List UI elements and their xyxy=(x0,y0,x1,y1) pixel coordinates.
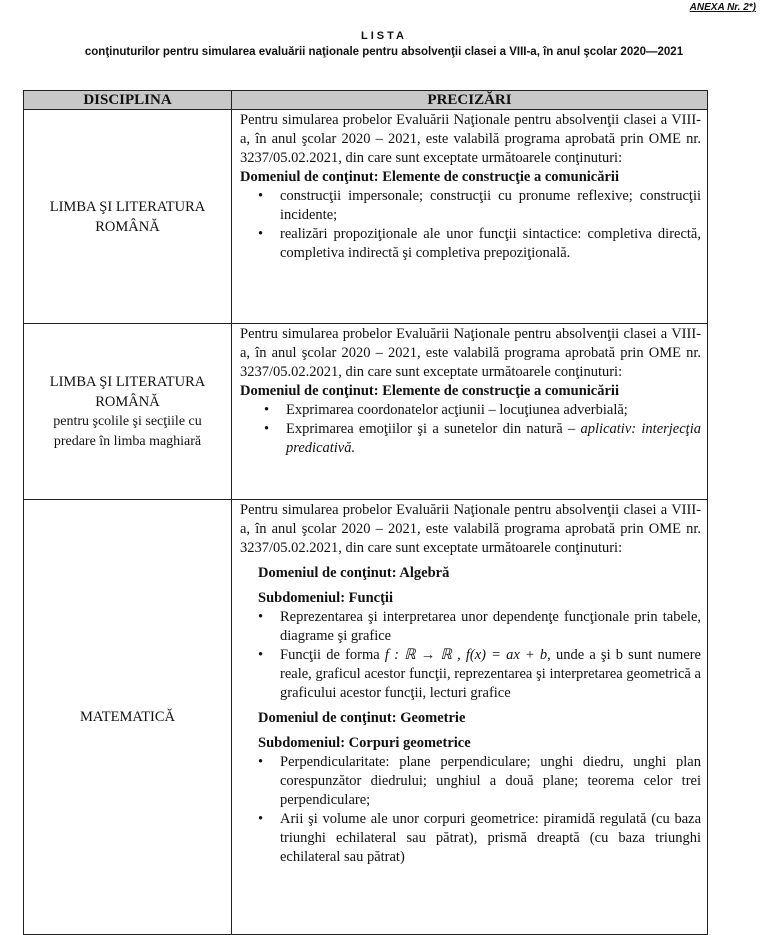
list-item-text: , unde a şi b sunt numere reale, graficul acestor funcţii, reprezentarea şi interpretarea geometrică a graficului acestor funcţii, lecturi grafice xyxy=(280,647,701,701)
page-title: LISTA xyxy=(361,30,407,42)
list-item xyxy=(286,420,701,458)
table-row xyxy=(24,500,708,935)
table-header-row xyxy=(24,91,708,110)
list-item-italic: aplicativ: interjecţia predicativă. xyxy=(286,421,701,456)
domain-heading: Domeniul de conţinut: Algebră xyxy=(258,565,450,581)
list-item: • Exprimarea coordonatelor acţiunii – locuţiunea adverbială; xyxy=(286,401,701,420)
discipline-name: LIMBA ŞI LITERATURA ROMÂNĂ xyxy=(49,373,206,410)
list-item: • construcţii impersonale; construcţii cu pronume reflexive; construcţii incidente; xyxy=(280,187,701,225)
details-cell xyxy=(232,110,708,324)
annex-label: ANEXA Nr. 2*) xyxy=(689,2,756,13)
details-cell xyxy=(232,500,708,935)
header-details: PRECIZĂRI xyxy=(232,91,708,110)
domain-heading: Domeniul de conţinut: Elemente de construcţie a comunicării xyxy=(240,169,619,185)
excluded-list xyxy=(240,187,701,263)
excluded-list xyxy=(240,608,701,703)
discipline-cell xyxy=(24,110,232,324)
page-subtitle: conţinuturilor pentru simularea evaluării naţionale pentru absolvenţii clasei a VIII-a, în anul şcolar 2020—2021 xyxy=(84,46,684,58)
domain-heading: Domeniul de conţinut: Elemente de construcţie a comunicării xyxy=(240,383,619,399)
subdomain-heading: Subdomeniul: Corpuri geometrice xyxy=(258,735,471,751)
function-formula: f : ℝ → ℝ , f(x) = ax + b xyxy=(384,647,548,663)
list-item: • Reprezentarea şi interpretarea unor dependenţe funcţionale prin tabele, diagrame şi grafice xyxy=(280,608,701,646)
content-table xyxy=(23,90,708,935)
subdomain-heading: Subdomeniul: Funcţii xyxy=(258,590,393,606)
discipline-name: LIMBA ŞI LITERATURA ROMÂNĂ xyxy=(49,198,206,235)
discipline-name: MATEMATICĂ xyxy=(79,709,176,725)
list-item: • realizări propoziţionale ale unor funcţii sintactice: completiva directă, completiva indirectă şi completiva prepoziţională. xyxy=(280,225,701,263)
table-row xyxy=(24,110,708,324)
list-item xyxy=(280,646,701,703)
discipline-cell xyxy=(24,500,232,935)
discipline-note: pentru şcolile şi secţiile cu predare în limba maghiară xyxy=(53,413,202,449)
table-row xyxy=(24,324,708,500)
list-item-text: Exprimarea emoţiilor şi a sunetelor din natură – xyxy=(286,421,576,437)
list-item-text: Funcţii de forma xyxy=(280,647,380,663)
excluded-list xyxy=(240,401,701,458)
details-cell xyxy=(232,324,708,500)
intro-text: Pentru simularea probelor Evaluării Naţionale pentru absolvenţii clasei a VIII-a, în anul şcolar 2020 – 2021, este valabilă programa aprobată prin OME nr. 3237/05.02.2021, din care sunt exceptate următoarele conţinuturi: xyxy=(240,326,701,380)
discipline-cell xyxy=(24,324,232,500)
intro-text: Pentru simularea probelor Evaluării Naţionale pentru absolvenţii clasei a VIII-a, în anul şcolar 2020 – 2021, este valabilă programa aprobată prin OME nr. 3237/05.02.2021, din care sunt exceptate următoarele conţinuturi: xyxy=(240,502,701,556)
list-item: • Arii şi volume ale unor corpuri geometrice: piramidă regulată (cu baza triunghi echilateral sau pătrat), prismă dreaptă (cu baza triunghi echilateral sau pătrat) xyxy=(280,810,701,867)
excluded-list xyxy=(240,753,701,867)
intro-text: Pentru simularea probelor Evaluării Naţionale pentru absolvenţii clasei a VIII-a, în anul şcolar 2020 – 2021, este valabilă programa aprobată prin OME nr. 3237/05.02.2021, din care sunt exceptate următoarele conţinuturi: xyxy=(240,112,701,166)
domain-heading: Domeniul de conţinut: Geometrie xyxy=(258,710,466,726)
list-item: • Perpendicularitate: plane perpendiculare; unghi diedru, unghi plan corespunzător diedrului; unghiul a două plane; teorema celor trei perpendiculare; xyxy=(280,753,701,810)
header-discipline: DISCIPLINA xyxy=(24,91,232,110)
